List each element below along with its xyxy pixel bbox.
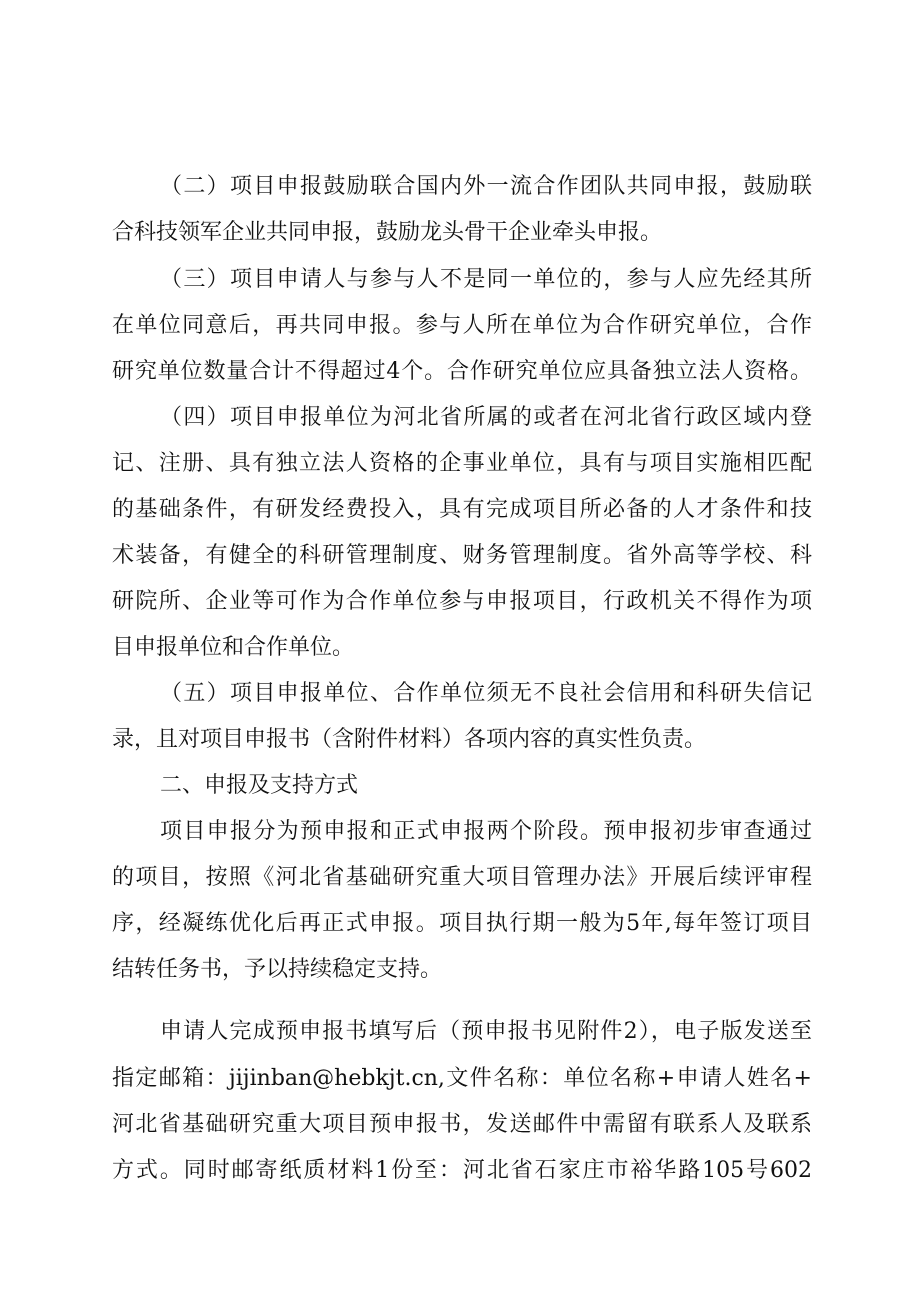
paragraph-line: 研院所、企业等可作为合作单位参与申报项目，行政机关不得作为项 bbox=[112, 589, 812, 614]
paragraph-line: 目申报单位和合作单位。 bbox=[112, 635, 355, 660]
paragraph-line: 指定邮箱：jijinban@hebkjt.cn,文件名称：单位名称+申请人姓名+ bbox=[112, 1066, 812, 1091]
paragraph-line: 方式。同时邮寄纸质材料1份至：河北省石家庄市裕华路105号602 bbox=[112, 1158, 812, 1183]
paragraph-line: 术装备，有健全的科研管理制度、财务管理制度。省外高等学校、科 bbox=[112, 543, 812, 568]
paragraph-line: 的项目，按照《河北省基础研究重大项目管理办法》开展后续评审程 bbox=[112, 865, 812, 890]
paragraph-line: （二）项目申报鼓励联合国内外一流合作团队共同申报，鼓励联 bbox=[160, 174, 812, 199]
paragraph-line: 研究单位数量合计不得超过4个。合作研究单位应具备独立法人资格。 bbox=[112, 359, 812, 384]
paragraph-line: （四）项目申报单位为河北省所属的或者在河北省行政区域内登 bbox=[160, 405, 812, 430]
paragraph-line: 项目申报分为预申报和正式申报两个阶段。预申报初步审查通过 bbox=[160, 819, 812, 844]
paragraph-line: 结转任务书，予以持续稳定支持。 bbox=[112, 957, 443, 982]
paragraph-line: 录，且对项目申报书（含附件材料）各项内容的真实性负责。 bbox=[112, 727, 707, 752]
section-heading: 二、申报及支持方式 bbox=[160, 773, 359, 798]
paragraph-line: （三）项目申请人与参与人不是同一单位的，参与人应先经其所 bbox=[160, 267, 812, 292]
paragraph-line: 申请人完成预申报书填写后（预申报书见附件2），电子版发送至 bbox=[160, 1019, 812, 1044]
paragraph-line: 在单位同意后，再共同申报。参与人所在单位为合作研究单位，合作 bbox=[112, 313, 812, 338]
paragraph-line: 河北省基础研究重大项目预申报书，发送邮件中需留有联系人及联系 bbox=[112, 1112, 812, 1137]
paragraph-line: 的基础条件，有研发经费投入，具有完成项目所必备的人才条件和技 bbox=[112, 497, 812, 522]
paragraph-line: （五）项目申报单位、合作单位须无不良社会信用和科研失信记 bbox=[160, 681, 812, 706]
paragraph-line: 记、注册、具有独立法人资格的企事业单位，具有与项目实施相匹配 bbox=[112, 451, 812, 476]
paragraph-line: 序，经凝练优化后再正式申报。项目执行期一般为5年,每年签订项目 bbox=[112, 911, 812, 936]
paragraph-line: 合科技领军企业共同申报，鼓励龙头骨干企业牵头申报。 bbox=[112, 220, 663, 245]
